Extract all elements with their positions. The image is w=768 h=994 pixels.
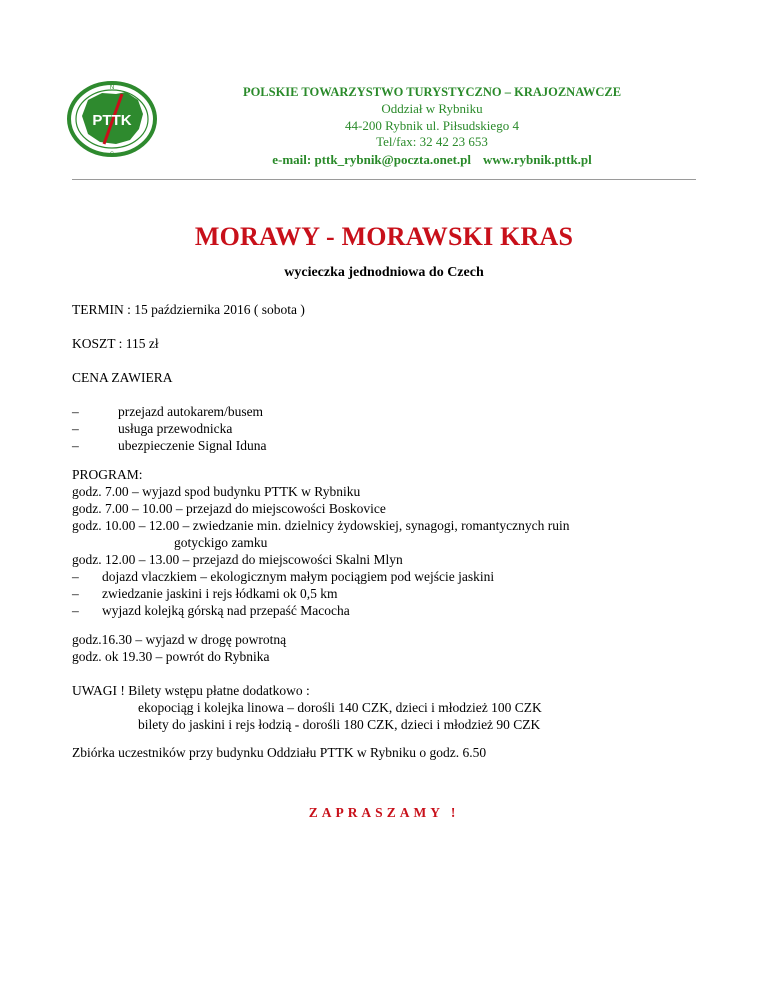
phone: Tel/fax: 32 42 23 653 [376,134,488,149]
page-title: MORAWY - MORAWSKI KRAS [194,222,574,251]
contact-line [190,151,674,168]
list-item: – przejazd autokarem/busem [72,404,264,419]
dash: – [72,586,79,601]
dash: – [72,404,79,419]
uwagi-line: ekopociąg i kolejka linowa – dorośli 140 CZK, dzieci i młodzież 100 CZK [138,700,542,715]
koszt: KOSZT : 115 zł [72,336,159,351]
program [72,466,570,619]
website: www.rybnik.pttk.pl [483,151,592,167]
list-item: – wyjazd kolejką górską nad przepaść Macocha [72,603,350,618]
zbiorka: Zbiórka uczestników przy budynku Oddziału PTTK w Rybniku o godz. 6.50 [72,745,487,760]
program-line: godz. 10.00 – 12.00 – zwiedzanie min. dzielnicy żydowskiej, synagogi, romantycznych ruin [72,518,570,533]
page-subtitle: wycieczka jednodniowa do Czech [284,265,484,280]
address: 44-200 Rybnik ul. Piłsudskiego 4 [345,117,519,133]
compass-south: S [109,152,115,158]
uwagi-heading: UWAGI ! Bilety wstępu płatne dodatkowo : [72,683,310,698]
return-schedule [72,631,286,665]
dash: – [72,438,79,453]
invite-text: ZAPRASZAMY ! [308,805,460,820]
return-line: godz.16.30 – wyjazd w drogę powrotną [72,632,287,647]
cena-heading: CENA ZAWIERA [72,370,173,385]
uwagi [72,682,542,733]
uwagi-line: bilety do jaskini i rejs łodzią - dorośli 180 CZK, dzieci i młodzież 90 CZK [138,717,541,732]
program-heading: PROGRAM: [72,467,143,482]
dash: – [72,603,79,618]
list-item: – ubezpieczenie Signal Iduna [72,438,267,453]
email: e-mail: pttk_rybnik@poczta.onet.pl [272,151,472,167]
program-line: godz. 12.00 – 13.00 – przejazd do miejscowości Skalni Mlyn [72,552,403,567]
program-line: godz. 7.00 – wyjazd spod budynku PTTK w Rybniku [72,484,361,499]
branch-name: Oddział w Rybniku [381,101,483,116]
header [190,84,674,168]
pttk-logo [66,80,158,158]
list-item: – zwiedzanie jaskini i rejs łódkami ok 0,5 km [72,586,338,601]
termin: TERMIN : 15 października 2016 ( sobota ) [72,302,305,317]
dash: – [72,569,79,584]
program-line: godz. 7.00 – 10.00 – przejazd do miejscowości Boskovice [72,501,386,516]
list-item: – usługa przewodnicka [72,421,233,436]
header-divider [72,179,696,180]
org-name: POLSKIE TOWARZYSTWO TURYSTYCZNO – KRAJOZNAWCZE [242,85,622,99]
logo-text: PTTK [92,112,132,129]
compass-north: N [109,85,115,91]
dash: – [72,421,79,436]
program-line-continued: gotyckigo zamku [174,535,268,550]
list-item: – dojazd vlaczkiem – ekologicznym małym pociągiem pod wejście jaskini [72,569,495,584]
cena-list [72,403,266,454]
return-line: godz. ok 19.30 – powrót do Rybnika [72,649,270,664]
